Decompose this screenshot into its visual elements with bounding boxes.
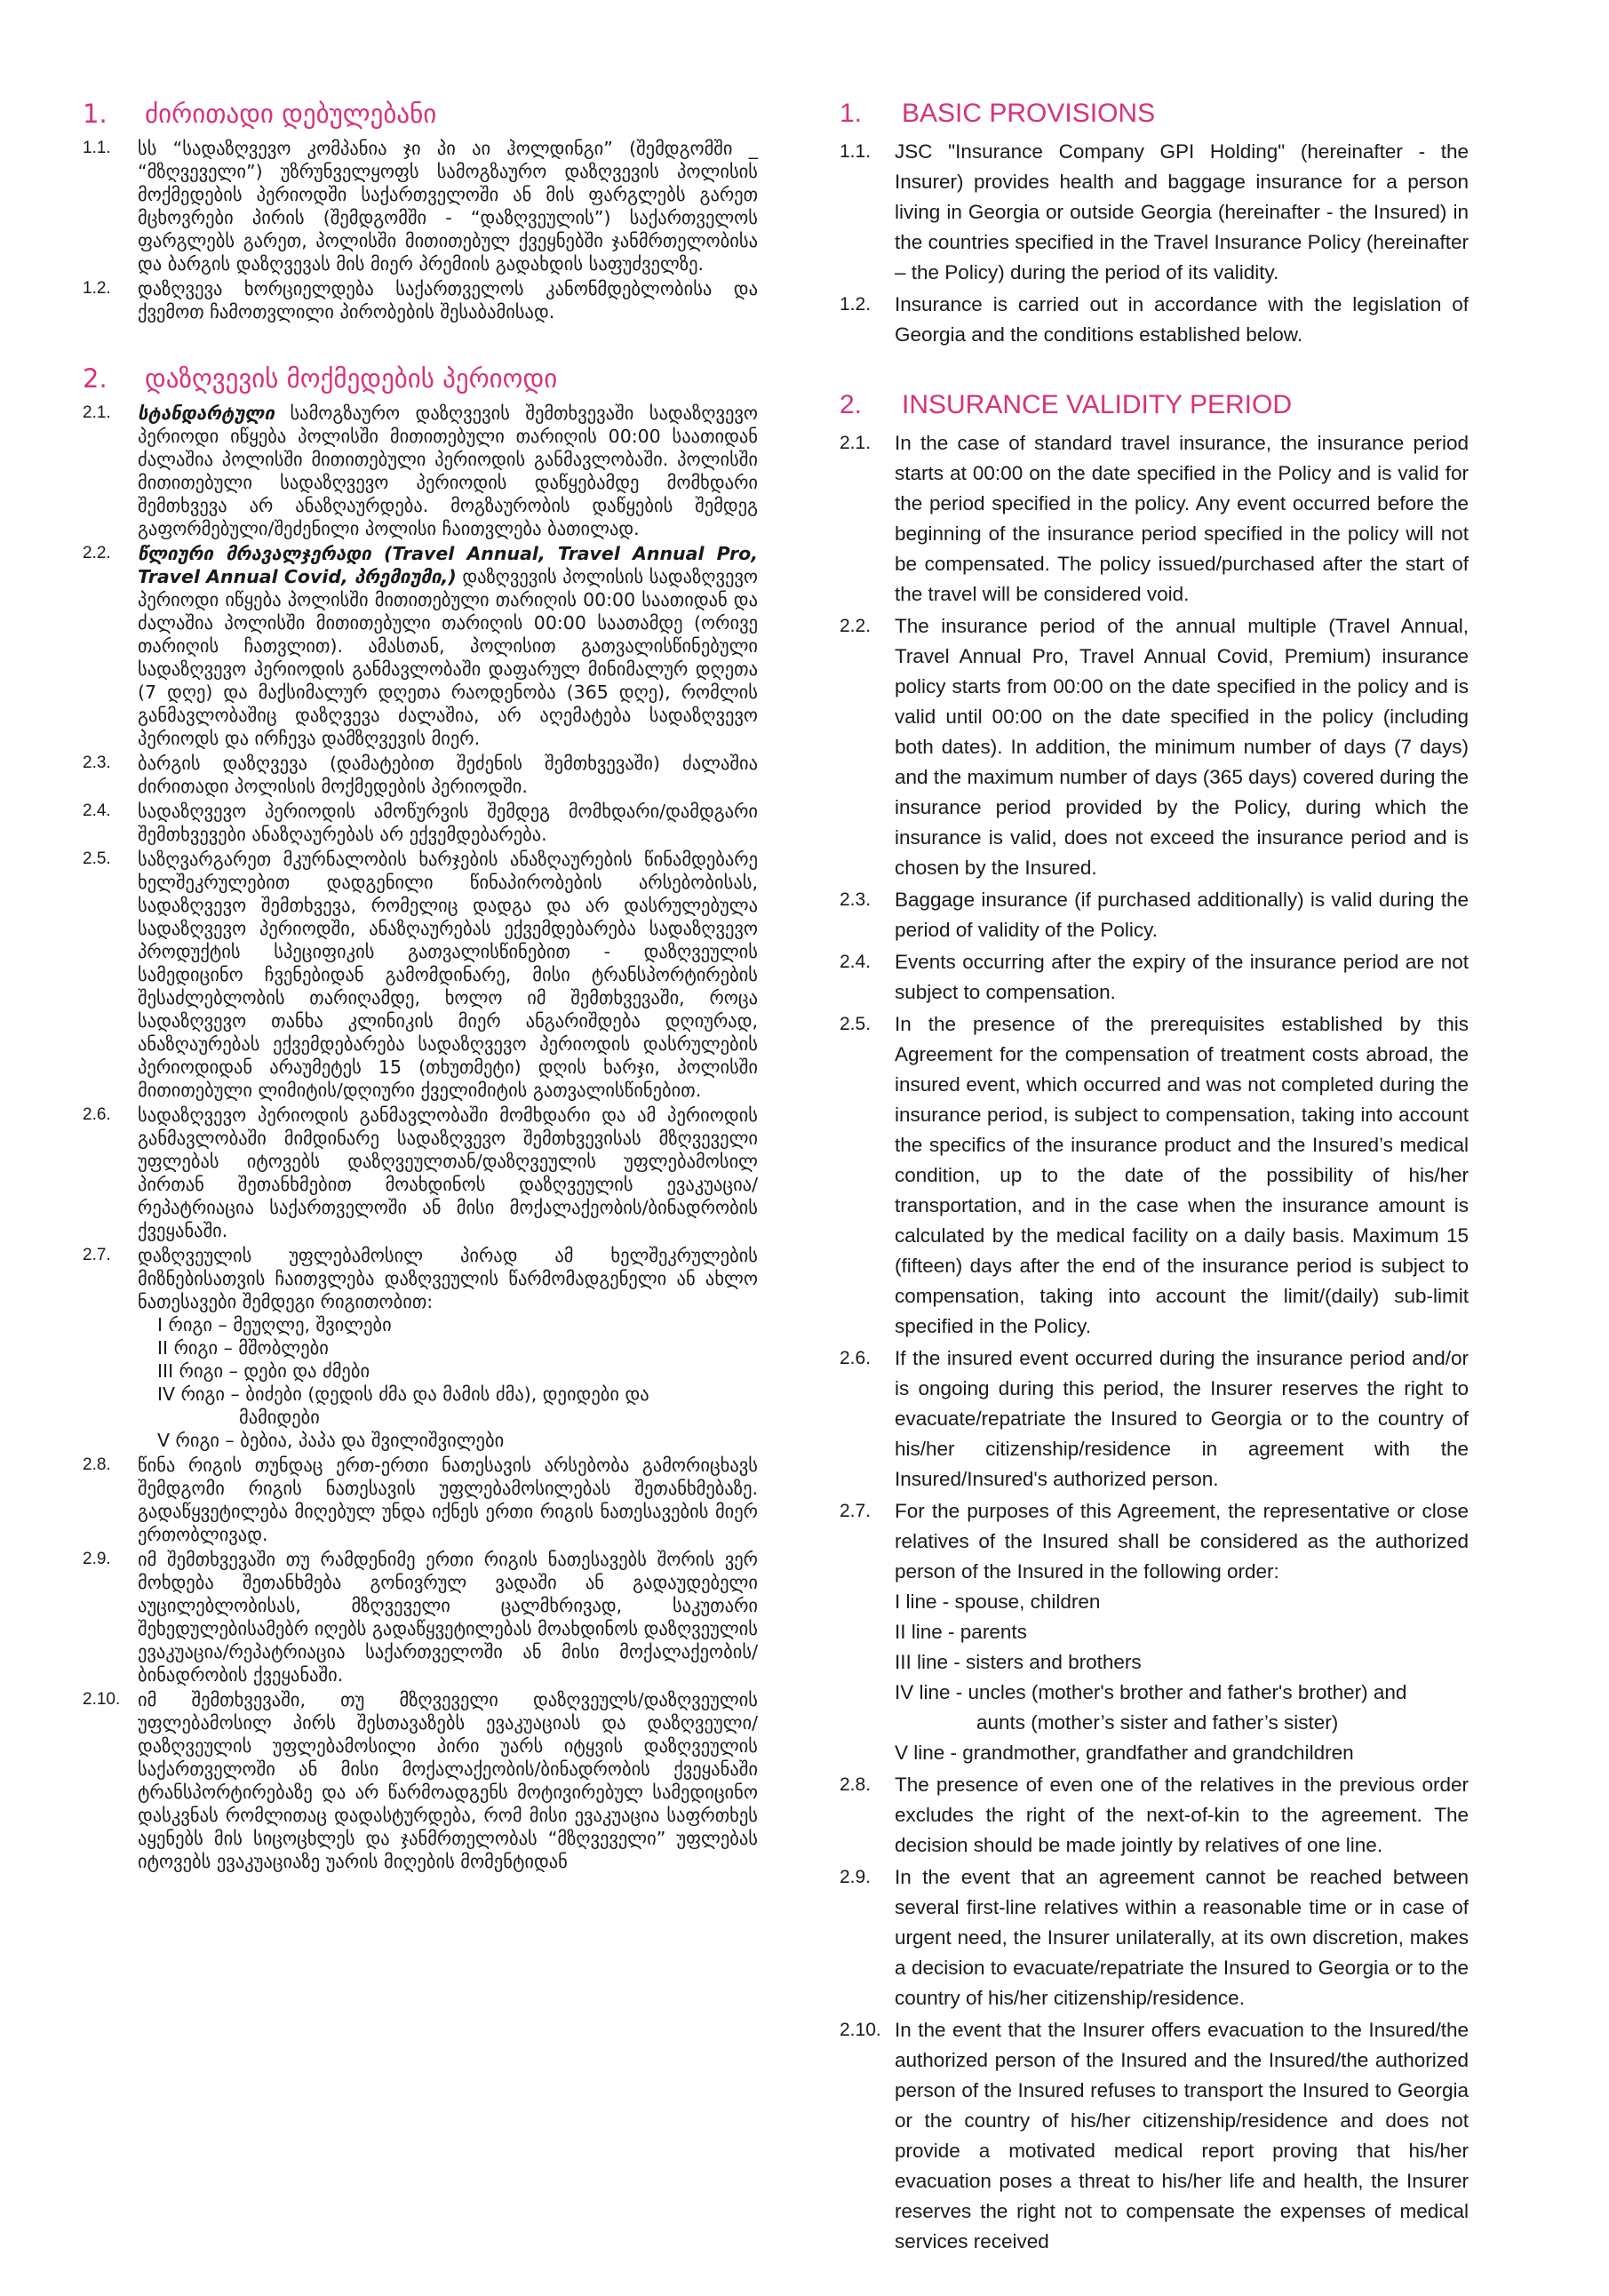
relatives-order-item [895, 1587, 1469, 1617]
clause [83, 1104, 758, 1242]
english-column [840, 98, 1469, 2296]
clause-body [138, 402, 758, 540]
clause-body [895, 1343, 1469, 1495]
clause-number: 1.2. [840, 294, 872, 315]
clause [840, 137, 1469, 288]
clause-text: The presence of even one of the relatives in the previous order excludes the right of the next-of-kin to the agreement. The decision should be made jointly by relatives of one line. [895, 1774, 1469, 1856]
clause-text: დაზღვევა ხორციელდება საქართველოს კანონმდებლობისა და ქვემოთ ჩამოთვლილი პირობების შესაბამისად. [138, 278, 758, 323]
section-heading [83, 363, 758, 395]
section [840, 98, 1469, 350]
clause-body [138, 752, 758, 798]
relatives-order-list [138, 1313, 758, 1452]
clause-text: JSC "Insurance Company GPI Holding" (hereinafter - the Insurer) provides health and baggage insurance for a person living in Georgia or outside Georgia (hereinafter - the Insured) in the countries specified in the Travel Insurance Policy (hereinafter – the Policy) during the period of its validity. [895, 140, 1469, 283]
section-title: ძირითადი დებულებანი [145, 99, 437, 129]
clause [840, 611, 1469, 883]
section-number: 1. [840, 99, 863, 128]
section-title: INSURANCE VALIDITY PERIOD [902, 390, 1292, 419]
clause-body [895, 1496, 1469, 1768]
clause [83, 752, 758, 798]
section-number: 1. [83, 99, 108, 129]
relatives-order-value: parents [960, 1621, 1027, 1643]
relatives-order-value: მშობლები [238, 1337, 329, 1359]
clause-lead-term: წლიური მრავალჯერადი (Travel Annual, Travel Annual Pro, Travel Annual Covid, პრემიუმი,) [138, 543, 758, 587]
clause-text: იმ შემთხვევაში თუ რამდენიმე ერთი რიგის ნათესავებს შორის ვერ მოხდება შეთანხმება გონივრულ ვადაში ან გადაუდებელი აუცილებლობისას, მზღვეველი ცალმხრივად, საკუთარი შეხედულებისამებრ იღებს გადაწყვეტილებას მოახდინოს დაზღვეულის ევაკუაცია/რეპატრიაცია საქართველოში ან მისი მოქალაქეობის/ბინადრობის ქვეყანაში. [138, 1549, 758, 1686]
clause-number: 2.1. [840, 433, 872, 453]
clause [83, 1244, 758, 1452]
clause-number: 1.2. [83, 279, 111, 298]
clause-number: 2.2. [83, 544, 111, 562]
section [83, 98, 758, 323]
clause [83, 1548, 758, 1686]
clause-body [895, 1862, 1469, 2013]
relatives-order-value: spouse, children [954, 1590, 1101, 1613]
relatives-order-item [138, 1429, 758, 1452]
clause [840, 1343, 1469, 1495]
clause-body [138, 1688, 758, 1873]
relatives-order-value: მეუღლე, შვილები [233, 1314, 392, 1335]
relatives-order-label: II რიგი – [157, 1337, 233, 1359]
relatives-order-value: ბებია, პაპა და შვილიშვილები [240, 1430, 505, 1451]
clause-number: 2.8. [83, 1455, 111, 1474]
clause-number: 2.8. [840, 1774, 872, 1795]
relatives-order-label: V რიგი – [157, 1430, 235, 1451]
clause-body [138, 1244, 758, 1452]
clause-text: დაზღვეულის უფლებამოსილ პირად ამ ხელშეკრულების მიზნებისათვის ჩაითვლება დაზღვეულის წარმომადგენელი ან ახლო ნათესავები შემდეგი რიგითობით: [138, 1245, 758, 1312]
clause-text: Insurance is carried out in accordance with the legislation of Georgia and the conditions established below. [895, 293, 1469, 346]
relatives-order-label: II line - [895, 1621, 955, 1643]
clause [840, 2015, 1469, 2257]
section-title: დაზღვევის მოქმედების პერიოდი [145, 363, 558, 394]
clause [83, 1454, 758, 1546]
clause-text: საზღვარგარეთ მკურნალობის ხარჯების ანაზღაურების წინამდებარე ხელშეკრულებით დადგენილი წინაპირობების არსებობისას, სადაზღვევო შემთხვევა, რომელიც დადგა და არ დასრულებულა სადაზღვევო პერიოდში, ანაზღაურებას ექვემდებარება სადაზღვევო პროდუქტის სპეციფიკის გათვალისწინებით - დაზღვეულის სამედიცინო ჩვენებიდან გამომდინარე, მისი ტრანსპორტირების შესაძლებლობის თარიღამდე, ხოლო იმ შემთხვევაში, როცა სადაზღვევო თანხა კლინიკის მიერ ანგარიშდება დღიურად, ანაზღაურებას ექვემდებარება სადაზღვევო პერიოდის დასრულების პერიოდიდან არაუმეტეს 15 (თხუთმეტი) დღის ხარჯი, პოლისში მითითებული ლიმიტის/დღიური ქველიმიტის გათვალისწინებით. [138, 849, 758, 1101]
clause-number: 2.1. [83, 403, 111, 422]
clause-text: In the case of standard travel insurance, the insurance period starts at 00:00 on the date specified in the Policy and is valid for the period specified in the policy. Any event occurred before the beginning of the insurance period specified in the policy will not be compensated. The policy issued/purchased after the start of the travel will be considered void. [895, 432, 1469, 605]
clause-number: 2.6. [83, 1105, 111, 1124]
relatives-order-item [138, 1359, 758, 1383]
clause-number: 2.10. [83, 1690, 121, 1709]
clause-text: Baggage insurance (if purchased additionally) is valid during the period of validity of the Policy. [895, 889, 1469, 941]
clause-number: 1.1. [83, 139, 111, 157]
clause-text: The insurance period of the annual multiple (Travel Annual, Travel Annual Pro, Travel Annual Covid, Premium) insurance policy starts from 00:00 on the date specified in the policy and is valid until 00:00 on the date specified in the policy (including both dates). In addition, the minimum number of days (7 days) and the maximum number of days (365 days) covered during the insurance period provided by the Policy, during which the insurance is valid, does not exceed the insurance period and is chosen by the Insured. [895, 615, 1469, 879]
clause-text: სადაზღვევო პერიოდის ამოწურვის შემდეგ მომხდარი/დამდგარი შემთხვევები ანაზღაურებას არ ექვემდებარება. [138, 801, 758, 845]
clause-number: 2.10. [840, 2020, 881, 2040]
clause-number: 2.7. [840, 1501, 872, 1521]
clause-body [138, 1454, 758, 1546]
clause-body [138, 1548, 758, 1686]
clause-body [138, 542, 758, 750]
section-number: 2. [840, 390, 863, 419]
clause [840, 1770, 1469, 1861]
relatives-order-item [895, 1617, 1469, 1647]
clause [83, 277, 758, 323]
clause-body [895, 611, 1469, 883]
clause-text: In the presence of the prerequisites established by this Agreement for the compensation of treatment costs abroad, the insured event, which occurred and was not completed during the insurance period, is subject to compensation, taking into account the specifics of the insurance product and the Insured’s medical condition, up to the date of the possibility of his/her transportation, and in the case when the insurance amount is calculated by the medical facility on a daily basis. Maximum 15 (fifteen) days after the end of the insurance period is subject to compensation, taking into account the limit/(daily) sub-limit specified in the Policy. [895, 1013, 1469, 1337]
clause-text: If the insured event occurred during the insurance period and/or is ongoing during this period, the Insurer reserves the right to evacuate/repatriate the Insured to Georgia or to the country of his/her citizenship/residence in agreement with the Insured/Insured's authorized person. [895, 1347, 1469, 1490]
clause-number: 2.3. [83, 753, 111, 772]
clause [83, 800, 758, 846]
relatives-order-continuation: aunts (mother’s sister and father’s sister) [976, 1711, 1339, 1734]
clause [83, 402, 758, 540]
georgian-column [83, 98, 758, 1912]
clause-text: For the purposes of this Agreement, the representative or close relatives of the Insured shall be considered as the authorized person of the Insured in the following order: [895, 1500, 1469, 1582]
clause-number: 2.5. [840, 1014, 872, 1034]
relatives-order-label: I რიგი – [157, 1314, 227, 1335]
relatives-order-value: დები და ძმები [243, 1360, 370, 1382]
relatives-order-item [138, 1313, 758, 1336]
clause-text: ბარგის დაზღვევა (დამატებით შეძენის შემთხვევაში) ძალაშია ძირითადი პოლისის მოქმედების პერიოდში. [138, 753, 758, 797]
clause [840, 428, 1469, 610]
clause-text: სს “სადაზღვევო კომპანია ჯი პი აი ჰოლდინგი” (შემდგომში _ “მზღვეველი”) უზრუნველყოფს სამოგზაურო დაზღვევის პოლისის მოქმედების პერიოდში საქართველოში ან მის ფარგლებს გარეთ მცხოვრები პირის (შემდგომში - “დაზღვეულის”) საქართველოს ფარგლებს გარეთ, პოლისში მითითებულ ქვეყნებში ჯანმრთელობისა და ბარგის დაზღვევას მის მიერ პრემიის გადახდის საფუძველზე. [138, 138, 758, 275]
relatives-order-item [138, 1336, 758, 1359]
section [83, 363, 758, 1873]
clause-body [895, 1770, 1469, 1861]
relatives-order-label: III line - [895, 1651, 960, 1673]
clause-body [138, 800, 758, 846]
clause [840, 885, 1469, 945]
relatives-order-value: ბიძები (დედის ძმა და მამის ძმა), დეიდები და [245, 1383, 649, 1405]
clause-body [895, 290, 1469, 350]
clause-text: Events occurring after the expiry of the insurance period are not subject to compensation. [895, 951, 1469, 1003]
clause [840, 1496, 1469, 1768]
clause [840, 947, 1469, 1008]
clause-number: 2.3. [840, 889, 872, 910]
section-heading [840, 98, 1469, 130]
clause-number: 1.1. [840, 141, 872, 162]
clause-text: In the event that the Insurer offers evacuation to the Insured/the authorized person of the Insured and the Insured/the authorized person of the Insured refuses to transport the Insured to Georgia or the country of his/her citizenship/residence and does not provide a motivated medical report proving that his/her evacuation poses a threat to his/her life and health, the Insurer reserves the right not to compensate the expenses of medical services received [895, 2019, 1469, 2252]
relatives-order-label: III რიგი – [157, 1360, 238, 1382]
relatives-order-value: sisters and brothers [966, 1651, 1142, 1673]
relatives-order-value: uncles (mother's brother and father's brother) and [968, 1681, 1407, 1703]
section-heading [83, 98, 758, 130]
clause-lead-term: სტანდარტული [138, 403, 275, 424]
clause-body [895, 1009, 1469, 1342]
relatives-order-item [895, 1678, 1469, 1738]
clause-text: წინა რიგის თუნდაც ერთ-ერთი ნათესავის არსებობა გამორიცხავს შემდგომი რიგის ნათესავის უფლებამოსილებას შეთანხმებაზე. გადაწყვეტილება მიღებულ უნდა იქნეს ერთი რიგის ნათესავების მიერ ერთობლივად. [138, 1455, 758, 1545]
section [840, 389, 1469, 2257]
section-number: 2. [83, 363, 108, 394]
clause [840, 1862, 1469, 2013]
clause [840, 1009, 1469, 1342]
clause-number: 2.9. [840, 1867, 872, 1887]
clause-body [895, 885, 1469, 945]
clause-text: იმ შემთხვევაში, თუ მზღვეველი დაზღვეულს/დაზღვეულის უფლებამოსილ პირს შესთავაზებს ევაკუაციას და დაზღვეული/დაზღვეულის უფლებამოსილი პირი უარს იტყვის დაზღვეულის საქართველოში ან მისი მოქალაქეობის/ბინადრობის ქვეყანაში ტრანსპორტირებაზე და არ წარმოადგენს მოტივირებულ სამედიცინო დასკვნას რომლითაც დადასტურდება, რომ მისი ევაკუაცია საფრთხეს აყენებს მის სიცოცხლეს და ჯანმრთელობას “მზღვეველი” უფლებას იტოვებს ევაკუაციაზე უარის მიღების მომენტიდან [138, 1689, 758, 1872]
clause-text: სადაზღვევო პერიოდის განმავლობაში მომხდარი და ამ პერიოდის განმავლობაში მიმდინარე სადაზღვევო შემთხვევისას მზღვეველი უფლებას იტოვებს დაზღვეულთან/დაზღვეულის უფლებამოსილ პირთან შეთანხმებით მოახდინოს დაზღვეულის ევაკუაცია/რეპატრიაცია საქართველოში ან მისი მოქალაქეობის/ბინადრობის ქვეყანაში. [138, 1104, 758, 1241]
clause-number: 2.4. [840, 952, 872, 972]
relatives-order-continuation: მამიდები [239, 1407, 320, 1428]
relatives-order-list [895, 1587, 1469, 1768]
clause-body [895, 137, 1469, 288]
clause-text: დაზღვევის პოლისის სადაზღვევო პერიოდი იწყება პოლისში მითითებული თარიღის 00:00 საათიდან და ძალაშია პოლისში მითითებული თარიღის 00:00 საათამდე (ორივე თარიღის ჩათვლით). ამასთან, პოლისით გათვალისწინებული სადაზღვევო პერიოდის განმავლობაში დაფარულ მინიმალურ დღეთა (7 დღე) და მაქსიმალურ დღეთა რაოდენობა (365 დღე), რომლის განმავლობაშიც დაზღვევა ძალაშია, არ აღემატება სადაზღვევო პერიოდს და ირჩევა დამზღვევის მიერ. [138, 566, 758, 749]
clause-body [138, 1104, 758, 1242]
section-heading [840, 389, 1469, 421]
clause-number: 2.4. [83, 801, 111, 820]
clause-body [895, 2015, 1469, 2257]
clause [840, 290, 1469, 350]
clause [83, 137, 758, 275]
clause-text: In the event that an agreement cannot be reached between several first-line relatives within a reasonable time or in case of urgent need, the Insurer unilaterally, at its own discretion, makes a decision to evacuate/repatriate the Insured to Georgia or to the country of his/her citizenship/residence. [895, 1866, 1469, 2009]
relatives-order-label: I line - [895, 1590, 950, 1613]
clause-number: 2.5. [83, 849, 111, 868]
relatives-order-value: grandmother, grandfather and grandchildren [962, 1742, 1354, 1764]
relatives-order-label: IV line - [895, 1681, 963, 1703]
clause [83, 542, 758, 750]
clause [83, 1688, 758, 1873]
clause-number: 2.6. [840, 1348, 872, 1368]
relatives-order-item [895, 1647, 1469, 1678]
section-title: BASIC PROVISIONS [902, 99, 1156, 128]
clause-number: 2.2. [840, 616, 872, 636]
clause-text: სამოგზაურო დაზღვევის შემთხვევაში სადაზღვევო პერიოდი იწყება პოლისში მითითებული თარიღის 00:00 საათიდან ძალაშია პოლისში მითითებული პერიოდის განმავლობაში. პოლისში მითითებული სადაზღვევო პერიოდის დაწყებამდე მომხდარი შემთხვევა არ ანაზღაურდება. მოგზაურობის დაწყების შემდეგ გაფორმებული/შეძენილი პოლისი ჩაითვლება ბათილად. [138, 403, 758, 539]
relatives-order-item [895, 1738, 1469, 1768]
clause-number: 2.7. [83, 1246, 111, 1264]
relatives-order-label: IV რიგი – [157, 1383, 240, 1405]
clause-number: 2.9. [83, 1550, 111, 1568]
clause-body [895, 947, 1469, 1008]
relatives-order-item [138, 1383, 758, 1429]
clause-body [895, 428, 1469, 610]
relatives-order-label: V line - [895, 1742, 958, 1764]
clause-body [138, 277, 758, 323]
clause [83, 848, 758, 1102]
clause-body [138, 848, 758, 1102]
clause-body [138, 137, 758, 275]
